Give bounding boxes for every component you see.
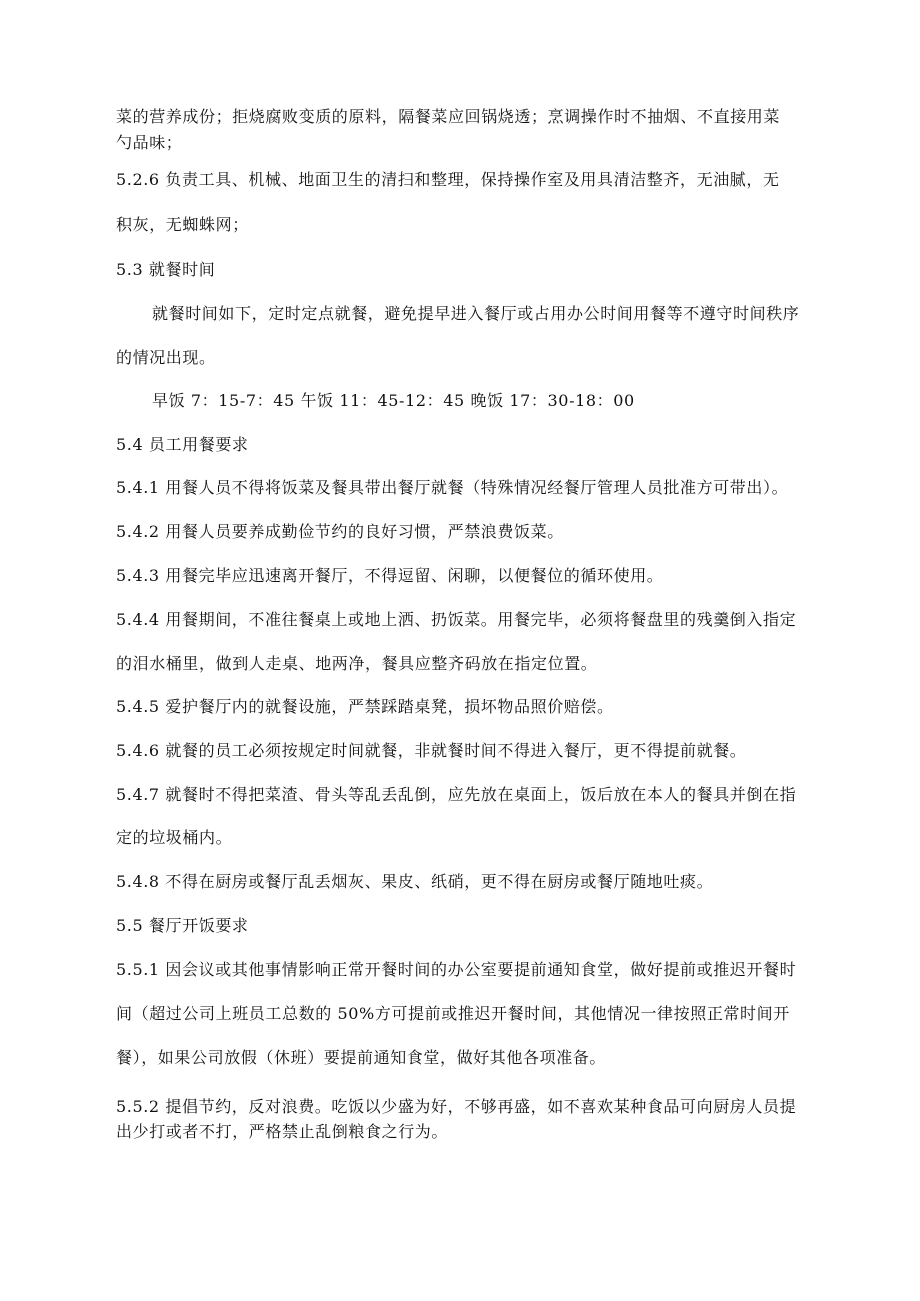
section-heading-5-5: 5.5 餐厅开饭要求 xyxy=(116,916,249,935)
text-line: 间（超过公司上班员工总数的 50%方可提前或推迟开餐时间，其他情况一律按照正常时间开 xyxy=(116,1004,790,1023)
text-line: 定的垃圾桶内。 xyxy=(116,828,233,847)
section-heading-5-3: 5.3 就餐时间 xyxy=(116,260,216,279)
clause-5-5-2: 5.5.2 提倡节约，反对浪费。吃饭以少盛为好，不够再盛，如不喜欢某种食品可向厨房人员提 xyxy=(116,1097,797,1116)
section-heading-5-4: 5.4 员工用餐要求 xyxy=(116,435,249,454)
text-line: 的情况出现。 xyxy=(116,348,216,367)
text-line: 的泪水桶里，做到人走桌、地两净，餐具应整齐码放在指定位置。 xyxy=(116,654,598,673)
meal-times: 早饭 7：15-7：45 午饭 11：45-12：45 晚饭 17：30-18：00 xyxy=(152,391,635,410)
clause-5-4-7: 5.4.7 就餐时不得把菜渣、骨头等乱丢乱倒，应先放在桌面上，饭后放在本人的餐具并倒在指 xyxy=(116,785,797,804)
clause-5-4-8: 5.4.8 不得在厨房或餐厅乱丢烟灰、果皮、纸硝，更不得在厨房或餐厅随地吐痰。 xyxy=(116,872,714,891)
text-line: 餐），如果公司放假（休班）要提前通知食堂，做好其他各项准备。 xyxy=(116,1048,607,1067)
clause-5-4-6: 5.4.6 就餐的员工必须按规定时间就餐，非就餐时间不得进入餐厅，更不得提前就餐。 xyxy=(116,741,747,760)
clause-5-5-1: 5.5.1 因会议或其他事情影响正常开餐时间的办公室要提前通知食堂，做好提前或推迟开餐时 xyxy=(116,960,797,979)
clause-5-4-1: 5.4.1 用餐人员不得将饭菜及餐具带出餐厅就餐（特殊情况经餐厅管理人员批准方可带出）。 xyxy=(116,478,789,497)
text-line: 菜的营养成份；拒烧腐败变质的原料，隔餐菜应回锅烧透；烹调操作时不抽烟、不直接用菜 xyxy=(116,107,781,126)
text-line: 就餐时间如下，定时定点就餐，避免提早进入餐厅或占用办公时间用餐等不遵守时间秩序 xyxy=(152,304,800,323)
text-line: 积灰，无蜘蛛网； xyxy=(116,215,249,234)
text-line: 出少打或者不打，严格禁止乱倒粮食之行为。 xyxy=(116,1122,449,1141)
text-line: 勺品味； xyxy=(116,133,183,152)
clause-5-4-3: 5.4.3 用餐完毕应迅速离开餐厅，不得逗留、闲聊，以便餐位的循环使用。 xyxy=(116,566,664,585)
clause-5-4-4: 5.4.4 用餐期间，不准往餐桌上或地上洒、扔饭菜。用餐完毕，必须将餐盘里的残羹倒入指定 xyxy=(116,610,797,629)
clause-5-4-5: 5.4.5 爱护餐厅内的就餐设施，严禁踩踏桌凳，损坏物品照价赔偿。 xyxy=(116,697,614,716)
clause-5-2-6: 5.2.6 负责工具、机械、地面卫生的清扫和整理，保持操作室及用具清洁整齐，无油腻，无 xyxy=(116,170,780,189)
clause-5-4-2: 5.4.2 用餐人员要养成勤俭节约的良好习惯，严禁浪费饭菜。 xyxy=(116,522,564,541)
